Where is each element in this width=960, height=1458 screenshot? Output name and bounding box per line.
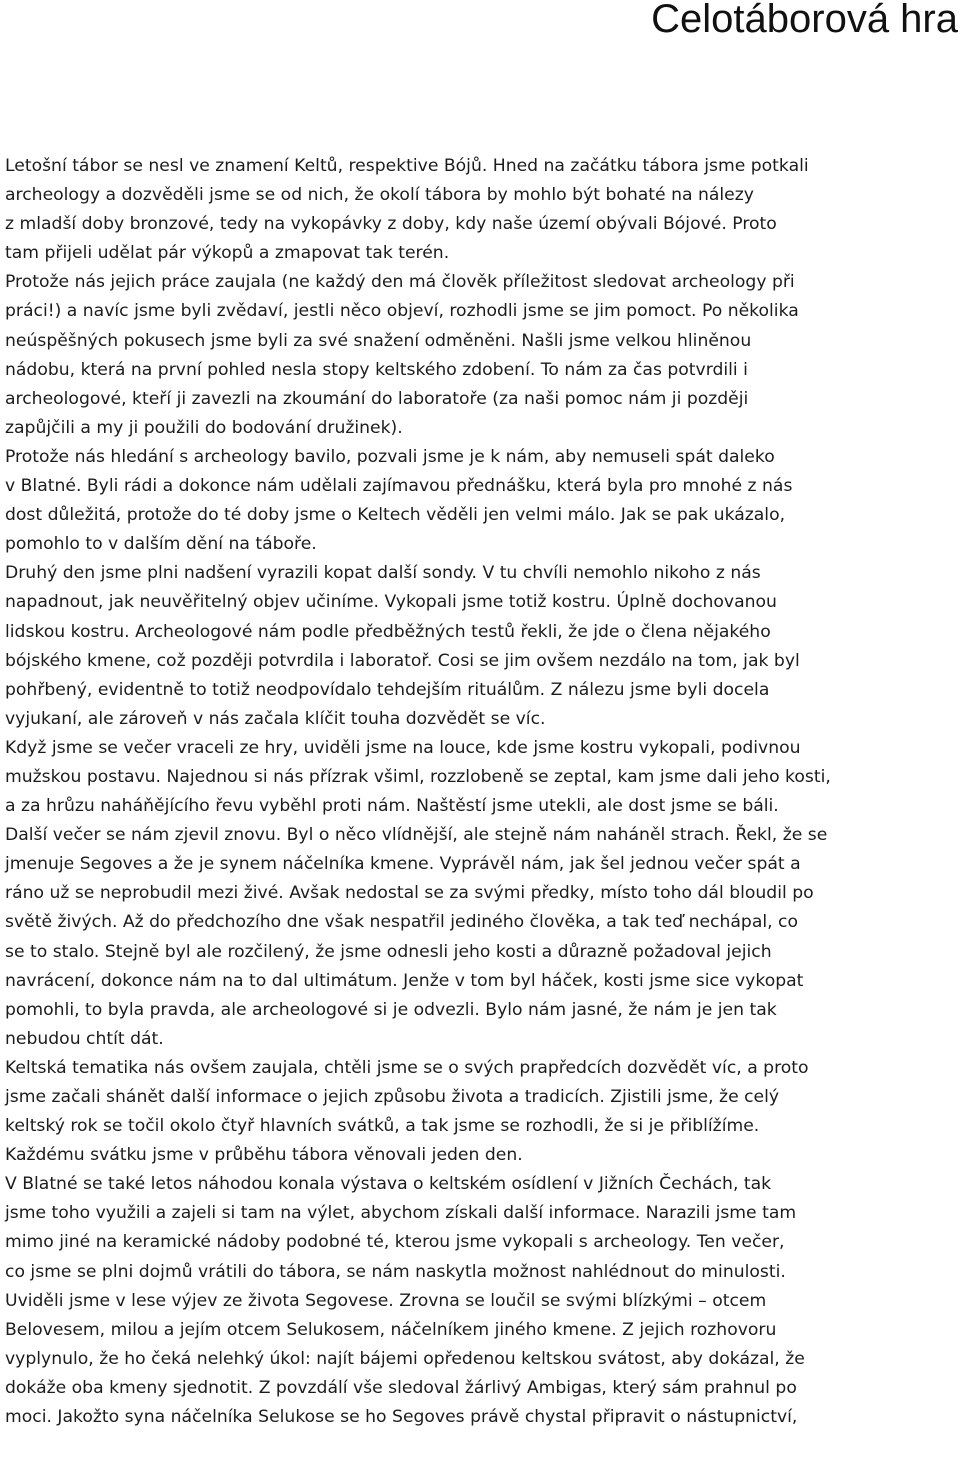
text-line: jmenuje Segoves a že je synem náčelníka kmene. Vyprávěl nám, jak šel jednou večer spát a bbox=[5, 854, 801, 875]
text-line: dokáže oba kmeny sjednotit. Z povzdálí vše sledoval žárlivý Ambigas, který sám prahnul po bbox=[5, 1377, 797, 1398]
text-line: pomohli, to byla pravda, ale archeologové si je odvezli. Bylo nám jasné, že nám je jen tak bbox=[5, 999, 777, 1020]
text-line: se to stalo. Stejně byl ale rozčilený, že jsme odnesli jeho kosti a důrazně požadoval jejich bbox=[5, 941, 772, 962]
text-line: vyplynulo, že ho čeká nelehký úkol: najít bájemi opředenou keltskou svátost, aby dokázal, že bbox=[5, 1348, 805, 1369]
text-line: mimo jiné na keramické nádoby podobné té, kterou jsme vykopali s archeology. Ten večer, bbox=[5, 1232, 785, 1253]
text-line: Každému svátku jsme v průběhu tábora věnovali jeden den. bbox=[5, 1145, 523, 1166]
text-line: archeologové, kteří ji zavezli na zkoumání do laboratoře (za naši pomoc nám ji později bbox=[5, 388, 749, 409]
text-line: archeology a dozvěděli jsme se od nich, že okolí tábora by mohlo být bohaté na nálezy bbox=[5, 185, 754, 206]
text-line: nádobu, která na první pohled nesla stopy keltského zdobení. To nám za čas potvrdili i bbox=[5, 359, 748, 380]
text-line: jsme toho využili a zajeli si tam na výlet, abychom získali další informace. Narazili jsme tam bbox=[5, 1203, 797, 1224]
text-line: v Blatné. Byli rádi a dokonce nám udělali zajímavou přednášku, která byla pro mnohé z nás bbox=[5, 476, 793, 497]
text-line: Belovesem, milou a jejím otcem Selukosem, náčelníkem jiného kmene. Z jejich rozhovoru bbox=[5, 1319, 777, 1340]
text-line: jsme začali shánět další informace o jejich způsobu života a tradicích. Zjistili jsme, že celý bbox=[5, 1087, 780, 1107]
text-line: Protože nás jejich práce zaujala (ne každý den má člověk příležitost sledovat archeology při bbox=[5, 272, 795, 293]
text-line: světě živých. Až do předchozího dne však nespatřil jediného člověka, a tak teď nechápal, co bbox=[5, 912, 799, 933]
text-line: práci!) a navíc jsme byli zvědaví, jestli něco objeví, rozhodli jsme se jim pomoct. Po několika bbox=[5, 301, 799, 322]
text-line: nebudou chtít dát. bbox=[5, 1028, 164, 1049]
text-line: navrácení, dokonce nám na to dal ultimátum. Jenže v tom byl háček, kosti jsme sice vykopat bbox=[5, 970, 804, 991]
text-line: a za hrůzu naháňějícího řevu vyběhl proti nám. Naštěstí jsme utekli, ale dost jsme se báli. bbox=[5, 796, 779, 817]
text-line: Keltská tematika nás ovšem zaujala, chtěli jsme se o svých prapředcích dozvědět víc, a proto bbox=[5, 1057, 809, 1078]
text-line: tam přijeli udělat pár výkopů a zmapovat tak terén. bbox=[5, 243, 450, 264]
text-line: lidskou kostru. Archeologové nám podle předběžných testů řekli, že jde o člena nějakého bbox=[5, 621, 771, 642]
text-line: Další večer se nám zjevil znovu. Byl o něco vlídnější, ale stejně nám naháněl strach. Řekl, že se bbox=[5, 825, 828, 846]
text-line: mužskou postavu. Najednou si nás přízrak všiml, rozzlobeně se zeptal, kam jsme dali jeho kosti, bbox=[5, 766, 831, 787]
text-line: dost důležitá, protože do té doby jsme o Keltech věděli jen velmi málo. Jak se pak ukázalo, bbox=[5, 505, 786, 526]
text-line: Druhý den jsme plni nadšení vyrazili kopat další sondy. V tu chvíli nemohlo nikoho z nás bbox=[5, 563, 761, 584]
text-line: pohřbený, evidentně to totiž neodpovídalo tehdejším rituálům. Z nálezu jsme byli docela bbox=[5, 679, 770, 700]
text-line: napadnout, jak neuvěřitelný objev učiníme. Vykopali jsme totiž kostru. Úplně dochovanou bbox=[5, 592, 777, 613]
text-line: zapůjčili a my ji použili do bodování družinek). bbox=[5, 417, 403, 438]
page-title: Celotáborová hra bbox=[651, 0, 958, 41]
text-line: bójského kmene, což později potvrdila i laboratoř. Cosi se jim ovšem nezdálo na tom, jak byl bbox=[5, 650, 800, 671]
text-line: Uviděli jsme v lese výjev ze života Segovese. Zrovna se loučil se svými blízkými – otcem bbox=[5, 1290, 767, 1311]
text-line: z mladší doby bronzové, tedy na vykopávky z doby, kdy naše území obývali Bójové. Proto bbox=[5, 214, 777, 235]
text-line: co jsme se plni dojmů vrátili do tábora, se nám naskytla možnost nahlédnout do minulosti. bbox=[5, 1261, 786, 1282]
text-line: neúspěšných pokusech jsme byli za své snažení odměněni. Našli jsme velkou hliněnou bbox=[5, 330, 752, 351]
text-line: moci. Jakožto syna náčelníka Selukose se ho Segoves právě chystal připravit o nástupnictví, bbox=[5, 1407, 798, 1428]
text-line: vyjukaní, ale zároveň v nás začala klíčit touha dozvědět se víc. bbox=[5, 708, 546, 729]
text-line: Protože nás hledání s archeology bavilo, pozvali jsme je k nám, aby nemuseli spát daleko bbox=[5, 446, 775, 467]
text-line: V Blatné se také letos náhodou konala výstava o keltském osídlení v Jižních Čechách, tak bbox=[5, 1174, 772, 1195]
text-line: pomohlo to v dalším dění na táboře. bbox=[5, 534, 317, 555]
document-body bbox=[5, 152, 960, 1432]
text-line: Když jsme se večer vraceli ze hry, uviděli jsme na louce, kde jsme kostru vykopali, podivnou bbox=[5, 737, 801, 758]
text-line: ráno už se neprobudil mezi živé. Avšak nedostal se za svými předky, místo toho dál bloudil po bbox=[5, 883, 814, 904]
text-line: keltský rok se točil okolo čtyř hlavních svátků, a tak jsme se rozhodli, že si je přiblížíme. bbox=[5, 1116, 760, 1137]
text-line: Letošní tábor se nesl ve znamení Keltů, respektive Bójů. Hned na začátku tábora jsme potkali bbox=[5, 156, 809, 176]
